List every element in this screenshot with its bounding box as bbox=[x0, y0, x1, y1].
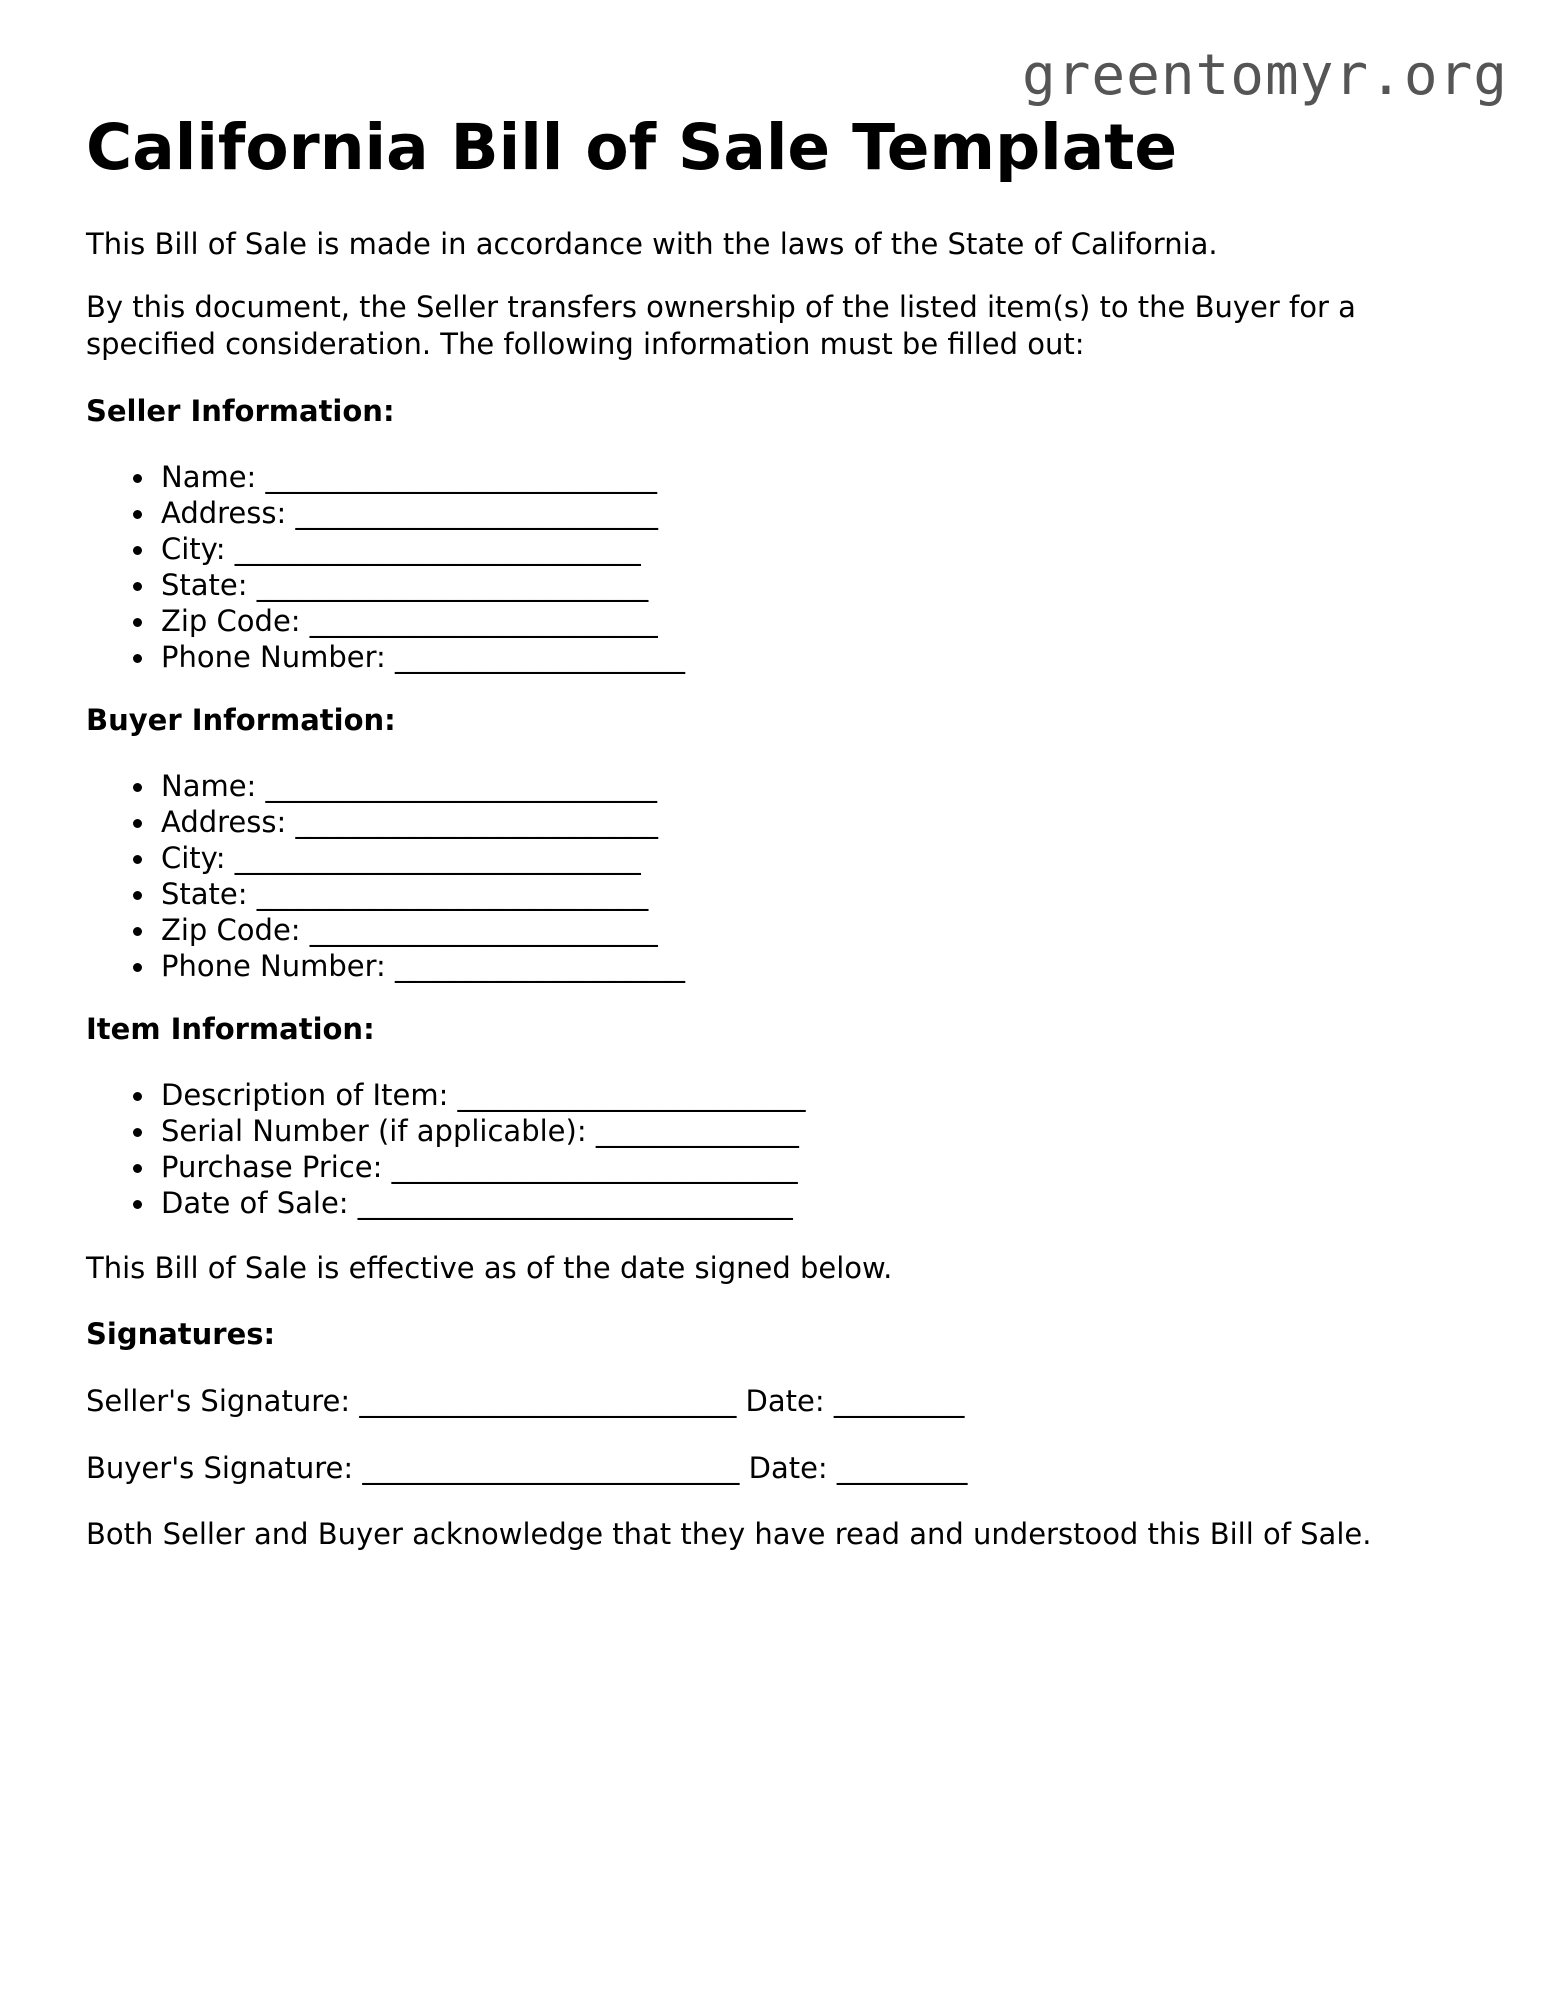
buyer-signature-line: Buyer's Signature: __________________________ Date: _________ bbox=[86, 1451, 968, 1485]
seller-information-list bbox=[86, 459, 1476, 675]
buyer-city-field: City: ____________________________ bbox=[161, 840, 1476, 876]
seller-phone-field: Phone Number: ____________________ bbox=[161, 639, 1476, 675]
seller-name-field: Name: ___________________________ bbox=[161, 459, 1476, 495]
buyer-phone-field: Phone Number: ____________________ bbox=[161, 948, 1476, 984]
buyer-information-list bbox=[86, 768, 1476, 984]
document-body bbox=[86, 108, 1476, 1553]
item-purchase-price-field: Purchase Price: ____________________________ bbox=[161, 1149, 1476, 1185]
buyer-address-field: Address: _________________________ bbox=[161, 804, 1476, 840]
seller-address-field: Address: _________________________ bbox=[161, 495, 1476, 531]
intro-paragraph-2: By this document, the Seller transfers ownership of the listed item(s) to the Buyer for a specified consideration. The following information must be filled out: bbox=[86, 290, 1356, 361]
acknowledgement-statement: Both Seller and Buyer acknowledge that they have read and understood this Bill of Sale. bbox=[86, 1517, 1372, 1551]
seller-zip-field: Zip Code: ________________________ bbox=[161, 603, 1476, 639]
effective-statement: This Bill of Sale is effective as of the date signed below. bbox=[86, 1251, 893, 1285]
document-title: California Bill of Sale Template bbox=[86, 111, 1178, 184]
buyer-information-heading: Buyer Information: bbox=[86, 703, 396, 737]
watermark: greentomyr.org bbox=[1021, 43, 1508, 108]
intro-paragraph-1: This Bill of Sale is made in accordance with the laws of the State of California. bbox=[86, 227, 1218, 261]
seller-signature-line: Seller's Signature: __________________________ Date: _________ bbox=[86, 1384, 965, 1418]
item-description-field: Description of Item: ________________________ bbox=[161, 1077, 1476, 1113]
item-information-list bbox=[86, 1077, 1476, 1221]
item-serial-number-field: Serial Number (if applicable): ______________ bbox=[161, 1113, 1476, 1149]
seller-information-heading: Seller Information: bbox=[86, 394, 395, 428]
buyer-zip-field: Zip Code: ________________________ bbox=[161, 912, 1476, 948]
signatures-heading: Signatures: bbox=[86, 1317, 276, 1351]
seller-state-field: State: ___________________________ bbox=[161, 567, 1476, 603]
buyer-state-field: State: ___________________________ bbox=[161, 876, 1476, 912]
item-information-heading: Item Information: bbox=[86, 1012, 375, 1046]
seller-city-field: City: ____________________________ bbox=[161, 531, 1476, 567]
buyer-name-field: Name: ___________________________ bbox=[161, 768, 1476, 804]
item-date-of-sale-field: Date of Sale: ______________________________ bbox=[161, 1185, 1476, 1221]
